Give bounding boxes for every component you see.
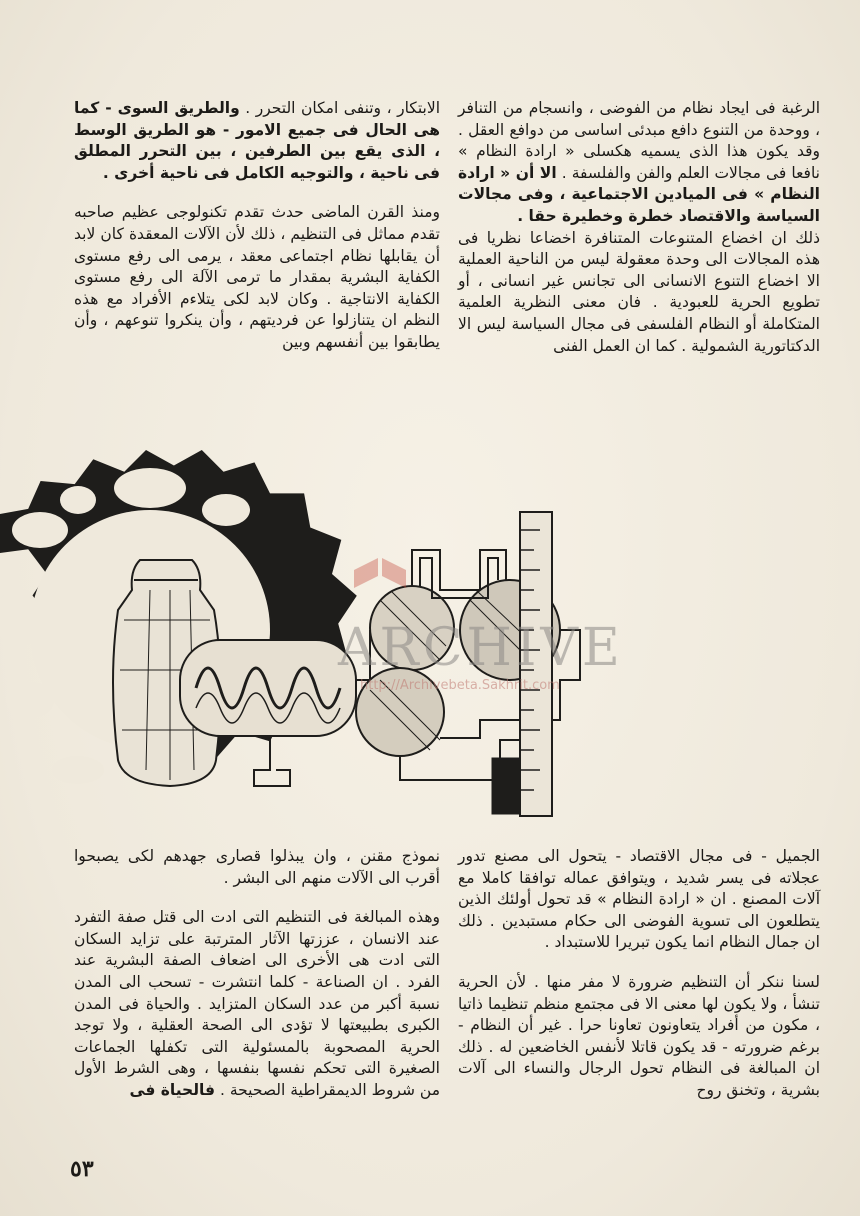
- paragraph: الجميل - فى مجال الاقتصاد - يتحول الى مصنع تدور عجلاته فى يسر شديد ، ويتوافق عماله توافقا كاملا مع آلات المصنع . ان « ارادة النظام » قد تحول أولئك الذين يتطلعون الى تسوية الفوضى الى حكام مستبدين . ذلك ان جمال النظام انما يكون تبريرا للاستبداد .: [458, 847, 820, 952]
- archive-watermark: [300, 590, 624, 700]
- paragraph: [458, 98, 820, 228]
- paragraph: [74, 907, 440, 1101]
- paragraph: [74, 98, 440, 184]
- paragraph-text: وهذه المبالغة فى التنظيم التى ادت الى قتل صفة التفرد عند الانسان ، عززتها الآثار المترتبة على تزايد السكان التى ادت هى الأخرى الى اضعاف الصفة البشرية عند الفرد . ان الصناعة - كلما انتشرت - تسحب الى المدن نسبة أكبر من عدد السكان المتزايد . والحياة فى المدن الكبرى بطبيعتها لا تؤدى الى الصحة العقلية ، ولا توجد الحرية المصحوبة بالمسئولية التى تكفلها الجماعات الصغيرة التى تحكم نفسها بنفسها ، وهى الشرط الأول من شروط الديمقراطية الصحيحة .: [74, 908, 440, 1099]
- paragraph-bold-text: الا أن « ارادة النظام » فى الميادين الاجتماعية ، وفى مجالات السياسة والاقتصاد خطرة وخطيرة حقا .: [458, 163, 820, 225]
- page-number: ٥٣: [70, 1156, 94, 1182]
- text-column-top-left: [74, 98, 440, 354]
- watermark-url: http://Archivebeta.Sakhrit.com: [360, 678, 560, 693]
- paragraph: ذلك ان اخضاع المتنوعات المتنافرة اخضاعا نظريا فى هذه المجالات الى وحدة معقولة ليس من الناحية العملية الا اخضاع التنوع الانسانى الى تجانس غير انسانى ، أو تطويع الحرية للعبودية . فان معنى النظرية العلمية المتكاملة أو النظام الفلسفى فى مجال السياسة ليس الا الدكتاتورية الشمولية . كما ان العمل الفنى: [458, 228, 820, 355]
- text-column-bottom-right: [458, 846, 820, 1102]
- watermark-title: ARCHIVE: [338, 618, 624, 678]
- text-column-top-right: [458, 98, 820, 357]
- paragraph: لسنا ننكر أن التنظيم ضرورة لا مفر منها . لأن الحرية تنشأ ، ولا يكون لها معنى الا فى مجتمع منظم تنظيما ذاتيا ، مكون من أفراد يتعاونون تعاونا حرا . غير أن النظام - برغم ضرورته - قد يكون قاتلا لأنفس الخاضعين له . ذلك ان المبالغة فى النظام تحول الرجال والنساء الى آلات بشرية ، وتخنق روح: [458, 972, 820, 1099]
- paragraph-gap: [74, 184, 440, 202]
- paragraph: ومنذ القرن الماضى حدث تقدم تكنولوجى عظيم صاحبه تقدم مماثل فى التنظيم ، ذلك لأن الآلات المعقدة كان لابد أن يقابلها نظام اجتماعى معقد ، يرمى الى رفع مستوى الكفاية البشرية بمقدار ما ترمى الآلة الى رفع مستوى الكفاية الانتاجية . وكان لابد لكى يتلاءم الأفراد مع هذه النظم ان يتنازلوا عن فرديتهم ، وأن ينكروا تنوعهم ، وأن يطابقوا بين أنفسهم وبين: [74, 203, 440, 351]
- paragraph: نموذج مقنن ، وان يبذلوا قصارى جهدهم لكى يصبحوا أقرب الى الآلات منهم الى البشر .: [74, 847, 440, 887]
- paragraph-text: الرغبة فى ايجاد نظام من الفوضى ، وانسجام من التنافر ، ووحدة من التنوع دافع مبدئى اساسى من دوافع العقل . وقد يكون هذا الذى يسميه هكسلى « ارادة النظام » نافعا فى مجالات العلم والفن والفلسفة .: [458, 99, 820, 182]
- paragraph-gap: [74, 889, 440, 907]
- text-column-bottom-left: [74, 846, 440, 1102]
- paragraph-text: الابتكار ، وتنفى امكان التحرر .: [245, 99, 440, 117]
- paragraph-gap: [458, 954, 820, 972]
- paragraph-bold-text: والطريق السوى - كما هى الحال فى جميع الامور - هو الطريق الوسط ، الذى يقع بين الطرفين ، بين التحرر المطلق فى ناحية ، والتوجيه الكامل فى ناحية أخرى .: [74, 99, 440, 182]
- paragraph-bold-text: فالحياة فى: [129, 1080, 216, 1099]
- book-logo-icon: [350, 554, 410, 594]
